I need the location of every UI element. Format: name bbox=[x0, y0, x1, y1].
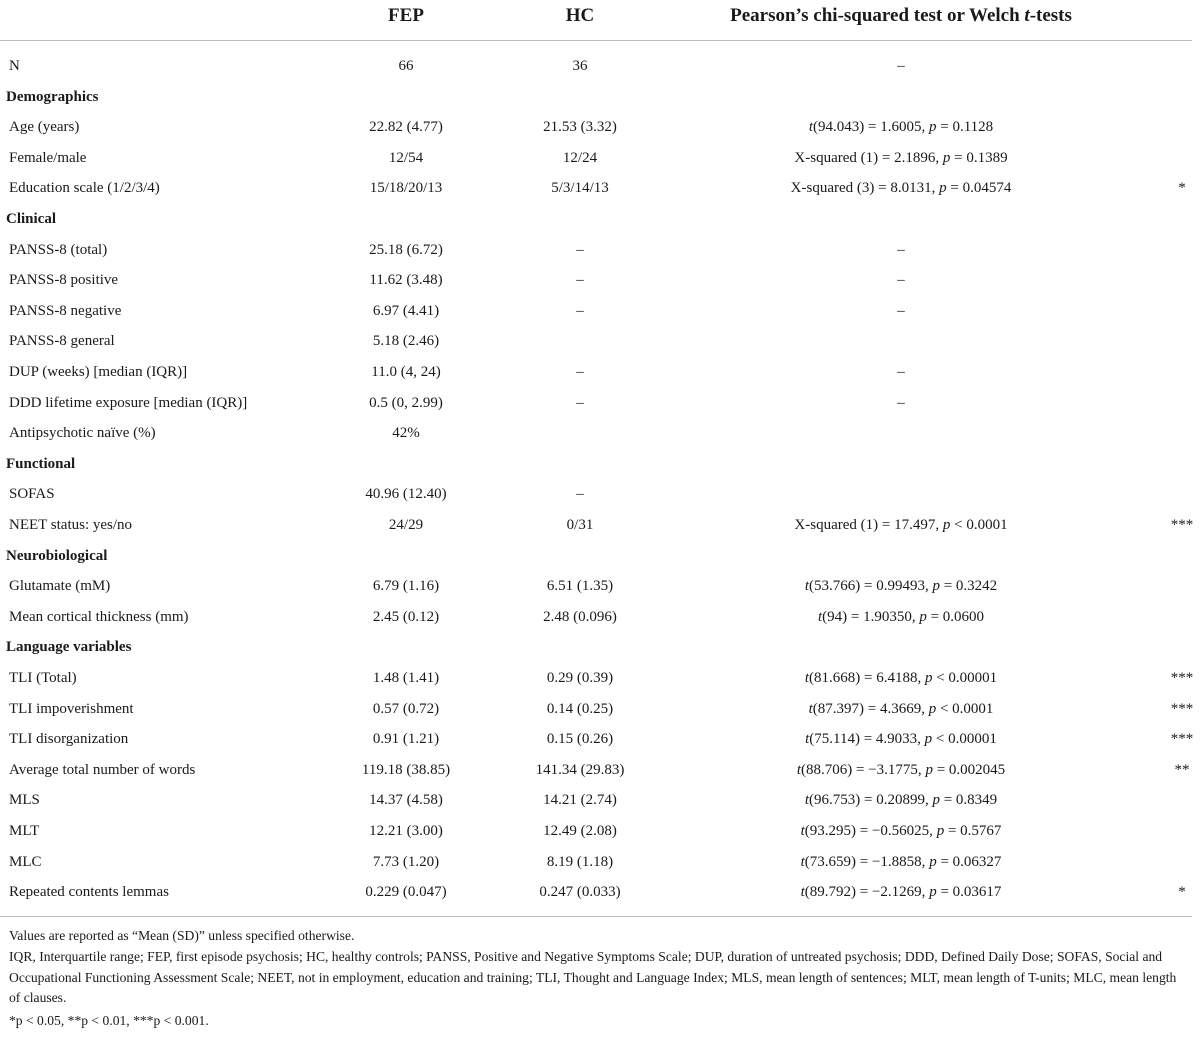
fep-value: 6.79 (1.16) bbox=[372, 578, 440, 595]
test-result: t(93.295) = −0.56025, p = 0.5767 bbox=[800, 823, 1002, 839]
table-row bbox=[0, 755, 1200, 786]
fep-value: 14.37 (4.58) bbox=[369, 792, 443, 809]
section-heading: Functional bbox=[6, 455, 76, 472]
fep-value: 42% bbox=[392, 425, 420, 442]
row-label: TLI disorganization bbox=[9, 731, 129, 748]
significance-marker: ** bbox=[1174, 761, 1190, 778]
header-hc: HC bbox=[565, 5, 595, 26]
header-test bbox=[730, 0, 1072, 40]
hc-value: 8.19 (1.18) bbox=[546, 853, 614, 870]
row-label: Average total number of words bbox=[9, 761, 196, 778]
section-heading: Language variables bbox=[6, 639, 132, 656]
fep-value: 0.57 (0.72) bbox=[372, 700, 440, 717]
table-row bbox=[0, 418, 1200, 449]
fep-value: 0.5 (0, 2.99) bbox=[369, 394, 443, 411]
row-label: MLS bbox=[9, 792, 40, 809]
significance-marker: *** bbox=[1170, 670, 1194, 686]
table-row bbox=[0, 296, 1200, 327]
header-rule bbox=[0, 40, 1192, 41]
row-label: TLI (Total) bbox=[9, 670, 77, 686]
header-test-t: t bbox=[1024, 5, 1030, 26]
row-label: PANSS-8 positive bbox=[9, 272, 119, 289]
header-test-prefix: Pearson’s chi-squared test or Welch bbox=[730, 5, 1025, 26]
hc-value: – bbox=[576, 364, 584, 380]
test-result: t(73.659) = −1.8858, p = 0.06327 bbox=[800, 853, 1002, 870]
table-row bbox=[0, 816, 1200, 847]
test-result: t(53.766) = 0.99493, p = 0.3242 bbox=[804, 578, 998, 595]
footnote-values: Values are reported as “Mean (SD)” unless specified otherwise. bbox=[9, 928, 355, 943]
hc-value: 141.34 (29.83) bbox=[535, 761, 625, 778]
hc-value: 0.15 (0.26) bbox=[546, 731, 614, 748]
table-row bbox=[0, 265, 1200, 296]
test-result: t(94.043) = 1.6005, p = 0.1128 bbox=[808, 119, 994, 136]
row-label: Antipsychotic naïve (%) bbox=[9, 425, 156, 442]
significance-marker: *** bbox=[1170, 731, 1194, 748]
bottom-rule bbox=[0, 916, 1192, 917]
hc-value: 2.48 (0.096) bbox=[543, 608, 617, 625]
table-row bbox=[0, 143, 1200, 174]
fep-value: 22.82 (4.77) bbox=[369, 119, 443, 136]
fep-value: 7.73 (1.20) bbox=[372, 853, 440, 870]
section-heading: Neurobiological bbox=[6, 547, 108, 564]
fep-value: 40.96 (12.40) bbox=[365, 486, 447, 503]
fep-value: 5.18 (2.46) bbox=[372, 333, 440, 350]
test-result: t(75.114) = 4.9033, p < 0.00001 bbox=[805, 731, 997, 748]
table-row bbox=[0, 326, 1200, 357]
row-label: DUP (weeks) [median (IQR)] bbox=[9, 364, 188, 380]
fep-value: 2.45 (0.12) bbox=[372, 608, 440, 625]
footnote-significance: *p < 0.05, **p < 0.01, ***p < 0.001. bbox=[9, 1013, 209, 1028]
row-label: Mean cortical thickness (mm) bbox=[9, 608, 189, 625]
table-row bbox=[0, 173, 1200, 204]
fep-value: 11.0 (4, 24) bbox=[371, 364, 441, 380]
hc-value: 36 bbox=[572, 58, 588, 74]
header-test-suffix: -tests bbox=[1029, 5, 1072, 26]
fep-value: 6.97 (4.41) bbox=[372, 302, 440, 319]
test-result: – bbox=[897, 58, 905, 74]
test-result: – bbox=[897, 241, 905, 258]
row-label: Education scale (1/2/3/4) bbox=[9, 180, 160, 197]
hc-value: 21.53 (3.32) bbox=[543, 119, 617, 136]
hc-value: 5/3/14/13 bbox=[551, 180, 609, 197]
table-row bbox=[0, 847, 1200, 878]
row-label: TLI impoverishment bbox=[9, 700, 134, 717]
table-row bbox=[0, 510, 1200, 541]
test-result: X-squared (1) = 2.1896, p = 0.1389 bbox=[794, 149, 1008, 166]
row-label: NEET status: yes/no bbox=[9, 517, 133, 533]
section-row bbox=[0, 632, 1200, 663]
fep-value: 11.62 (3.48) bbox=[369, 272, 443, 289]
fep-value: 12.21 (3.00) bbox=[369, 823, 443, 839]
header-fep: FEP bbox=[388, 5, 424, 26]
fep-value: 12/54 bbox=[388, 149, 424, 166]
fep-value: 25.18 (6.72) bbox=[369, 241, 443, 258]
table-row bbox=[0, 388, 1200, 419]
hc-value: – bbox=[576, 272, 584, 289]
fep-value: 0.229 (0.047) bbox=[365, 884, 447, 901]
test-result: X-squared (1) = 17.497, p < 0.0001 bbox=[794, 517, 1008, 533]
hc-value: 0.14 (0.25) bbox=[546, 700, 614, 717]
table-row bbox=[0, 663, 1200, 694]
table-row bbox=[0, 112, 1200, 143]
hc-value: 0.247 (0.033) bbox=[539, 884, 621, 901]
section-row bbox=[0, 541, 1200, 572]
section-row bbox=[0, 82, 1200, 113]
hc-value: 14.21 (2.74) bbox=[543, 792, 617, 809]
row-label: N bbox=[9, 58, 20, 74]
test-result: X-squared (3) = 8.0131, p = 0.04574 bbox=[790, 180, 1012, 197]
footnote-abbreviations: IQR, Interquartile range; FEP, first episode psychosis; HC, healthy controls; PANSS, Positive and Negative Symptoms Scale; DUP, duration of untreated psychosis; DDD, Defined Daily Dose; SOFAS, Social and Occupational Functioning Assessment Scale; NEET, not in employment, education and training; TLI, Thought and Language Index; MLS, mean length of sentences; MLT, mean length of T-units; MLC, mean length of clauses. bbox=[9, 949, 1177, 1006]
table-row bbox=[0, 877, 1200, 908]
fep-value: 15/18/20/13 bbox=[369, 180, 443, 197]
section-row bbox=[0, 449, 1200, 480]
fep-value: 66 bbox=[398, 58, 414, 74]
row-label: SOFAS bbox=[9, 486, 55, 503]
table-row bbox=[0, 357, 1200, 388]
hc-value: 0/31 bbox=[566, 517, 594, 533]
test-result: – bbox=[897, 272, 905, 289]
row-label: Glutamate (mM) bbox=[9, 578, 111, 595]
hc-value: – bbox=[576, 486, 584, 503]
hc-value: – bbox=[576, 241, 584, 258]
row-label: PANSS-8 general bbox=[9, 333, 115, 350]
hc-value: 12/24 bbox=[562, 149, 598, 166]
section-heading: Demographics bbox=[6, 88, 99, 105]
table-row bbox=[0, 602, 1200, 633]
row-label: MLC bbox=[9, 853, 42, 870]
hc-value: 6.51 (1.35) bbox=[546, 578, 614, 595]
test-result: – bbox=[897, 394, 905, 411]
row-label: Repeated contents lemmas bbox=[9, 884, 169, 901]
section-heading: Clinical bbox=[6, 211, 57, 227]
row-label: MLT bbox=[9, 823, 40, 839]
hc-value: – bbox=[576, 394, 584, 411]
table-row bbox=[0, 51, 1200, 82]
table-row bbox=[0, 479, 1200, 510]
fep-value: 1.48 (1.41) bbox=[372, 670, 440, 686]
table-row bbox=[0, 235, 1200, 266]
test-result: t(87.397) = 4.3669, p < 0.0001 bbox=[808, 700, 994, 717]
row-label: DDD lifetime exposure [median (IQR)] bbox=[9, 394, 248, 411]
test-result: t(89.792) = −2.1269, p = 0.03617 bbox=[800, 884, 1002, 901]
hc-value: 0.29 (0.39) bbox=[546, 670, 614, 686]
row-label: PANSS-8 negative bbox=[9, 302, 122, 319]
significance-marker: *** bbox=[1170, 517, 1194, 533]
significance-marker: *** bbox=[1170, 700, 1194, 717]
table-row bbox=[0, 694, 1200, 725]
significance-marker: * bbox=[1178, 884, 1186, 901]
hc-value: 12.49 (2.08) bbox=[543, 823, 617, 839]
test-result: t(88.706) = −3.1775, p = 0.002045 bbox=[796, 761, 1006, 778]
table-row bbox=[0, 571, 1200, 602]
significance-marker: * bbox=[1178, 180, 1186, 197]
hc-value: – bbox=[576, 302, 584, 319]
row-label: Female/male bbox=[9, 149, 87, 166]
test-result: – bbox=[897, 364, 905, 380]
table-row bbox=[0, 724, 1200, 755]
section-row bbox=[0, 204, 1200, 235]
table-row bbox=[0, 785, 1200, 816]
fep-value: 119.18 (38.85) bbox=[361, 761, 451, 778]
fep-value: 24/29 bbox=[388, 517, 424, 533]
test-result: t(96.753) = 0.20899, p = 0.8349 bbox=[804, 792, 998, 809]
test-result: t(94) = 1.90350, p = 0.0600 bbox=[817, 608, 985, 625]
test-result: – bbox=[897, 302, 905, 319]
test-result: t(81.668) = 6.4188, p < 0.00001 bbox=[804, 670, 998, 686]
row-label: PANSS-8 (total) bbox=[9, 241, 108, 258]
row-label: Age (years) bbox=[9, 119, 80, 136]
fep-value: 0.91 (1.21) bbox=[372, 731, 440, 748]
